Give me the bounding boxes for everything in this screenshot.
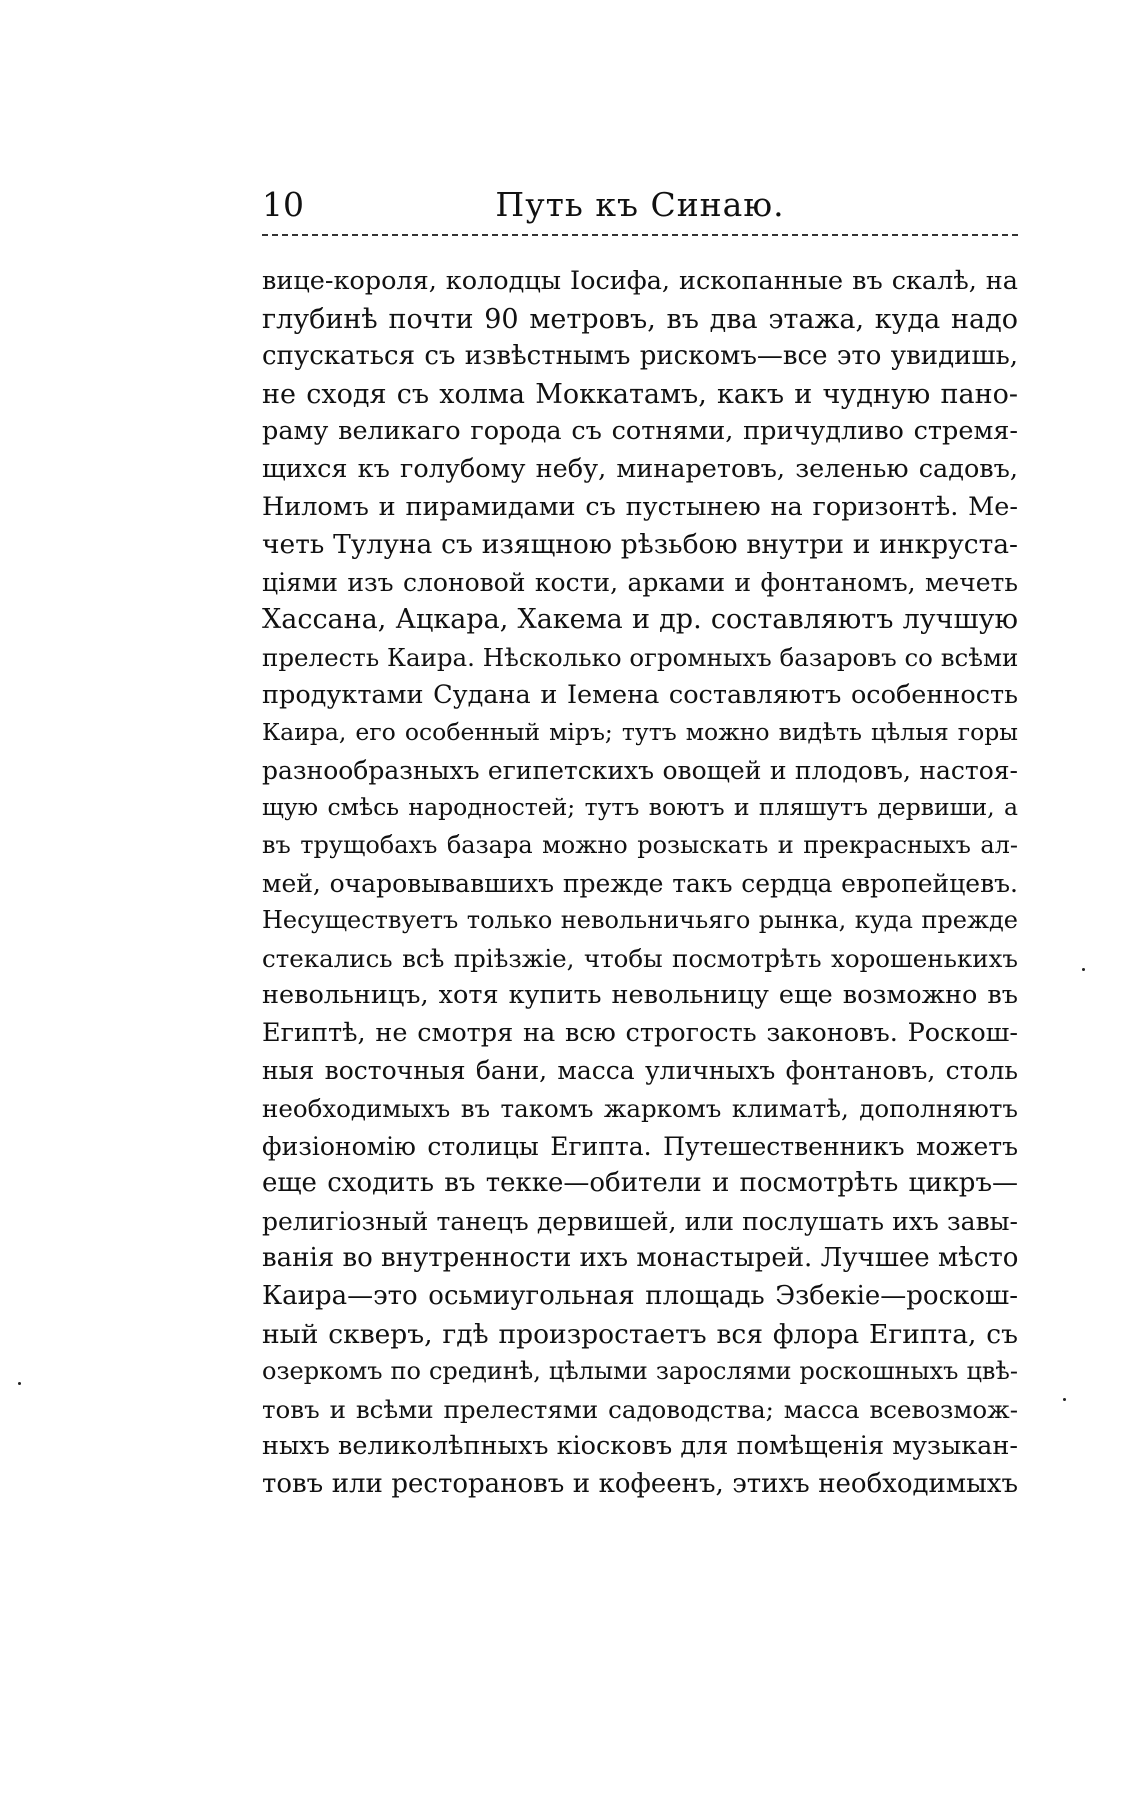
text-line: прелесть Каира. Нѣсколько огромныхъ базаровъ со всѣми: [262, 642, 1018, 672]
text-line: товъ и всѣми прелестями садоводства; масса всевозмож-: [262, 1394, 1018, 1424]
text-line: товъ или ресторановъ и кофеенъ, этихъ необходимыхъ: [262, 1469, 1018, 1499]
scan-speck: [1082, 968, 1085, 971]
text-line: Каира, его особенный міръ; тутъ можно видѣть цѣлыя горы: [262, 718, 1018, 747]
body-text: [262, 263, 1018, 1504]
text-line: ный скверъ, гдѣ произростаетъ вся флора Египта, съ: [262, 1318, 1018, 1350]
text-line: еще сходить въ текке—обители и посмотрѣть цикръ—: [262, 1168, 1018, 1199]
text-line: стекались всѣ пріѣзжіе, чтобы посмотрѣть хорошенькихъ: [262, 943, 1018, 973]
page-header: [262, 185, 1018, 225]
text-line: физіономію столицы Египта. Путешественникъ можетъ: [262, 1131, 1018, 1161]
text-line: щую смѣсь народностей; тутъ воютъ и пляшутъ дервиши, а: [262, 793, 1018, 822]
text-line: Несуществуетъ только невольничьяго рынка, куда прежде: [262, 906, 1018, 935]
text-line: ныя восточныя бани, масса уличныхъ фонтановъ, столь: [262, 1056, 1018, 1086]
text-line: Ниломъ и пирамидами съ пустынею на горизонтѣ. Ме-: [262, 491, 1018, 522]
text-line: ныхъ великолѣпныхъ кіосковъ для помѣщенія музыкан-: [262, 1431, 1018, 1462]
page-number: 10: [262, 185, 304, 224]
header-rule: [262, 234, 1018, 236]
scan-speck: [18, 1382, 21, 1385]
text-line: ванія во внутренности ихъ монастырей. Лучшее мѣсто: [262, 1243, 1018, 1274]
text-line: въ трущобахъ базара можно розыскать и прекрасныхъ ал-: [262, 830, 1018, 859]
text-line: Египтѣ, не смотря на всю строгость законовъ. Роскош-: [262, 1017, 1018, 1048]
text-line: невольницъ, хотя купить невольницу еще возможно въ: [262, 980, 1018, 1011]
text-line: озеркомъ по срединѣ, цѣлыми зарослями роскошныхъ цвѣ-: [262, 1357, 1018, 1386]
text-line: раму великаго города съ сотнями, причудливо стремя-: [262, 416, 1018, 447]
text-line: разнообразныхъ египетскихъ овощей и плодовъ, настоя-: [262, 755, 1018, 785]
text-line: глубинѣ почти 90 метровъ, въ два этажа, куда надо: [262, 303, 1018, 335]
text-line: щихся къ голубому небу, минаретовъ, зеленью садовъ,: [262, 453, 1018, 484]
scan-speck: [1063, 1398, 1066, 1401]
text-line: религіозный танецъ дервишей, или послушать ихъ завы-: [262, 1206, 1018, 1236]
text-line: ціями изъ слоновой кости, арками и фонтаномъ, мечеть: [262, 567, 1018, 597]
text-line: четь Тулуна съ изящною рѣзьбою внутри и инкруста-: [262, 529, 1018, 561]
text-line: Каира—это осьмиугольная площадь Эзбекіе—роскош-: [262, 1281, 1018, 1312]
text-line: спускаться съ извѣстнымъ рискомъ—все это увидишь,: [262, 341, 1018, 372]
text-line: не сходя съ холма Моккатамъ, какъ и чудную пано-: [262, 378, 1018, 410]
text-line: мей, очаровывавшихъ прежде такъ сердца европейцевъ.: [262, 868, 1018, 898]
text-line: Хассана, Ацкара, Хакема и др. составляютъ лучшую: [262, 604, 1018, 636]
text-line: необходимыхъ въ такомъ жаркомъ климатѣ, дополняютъ: [262, 1094, 1018, 1124]
text-line: вице-короля, колодцы Іосифа, ископанные въ скалѣ, на: [262, 266, 1018, 296]
text-line: продуктами Судана и Іемена составляютъ особенность: [262, 679, 1018, 710]
running-title: Путь къ Синаю.: [495, 185, 785, 224]
